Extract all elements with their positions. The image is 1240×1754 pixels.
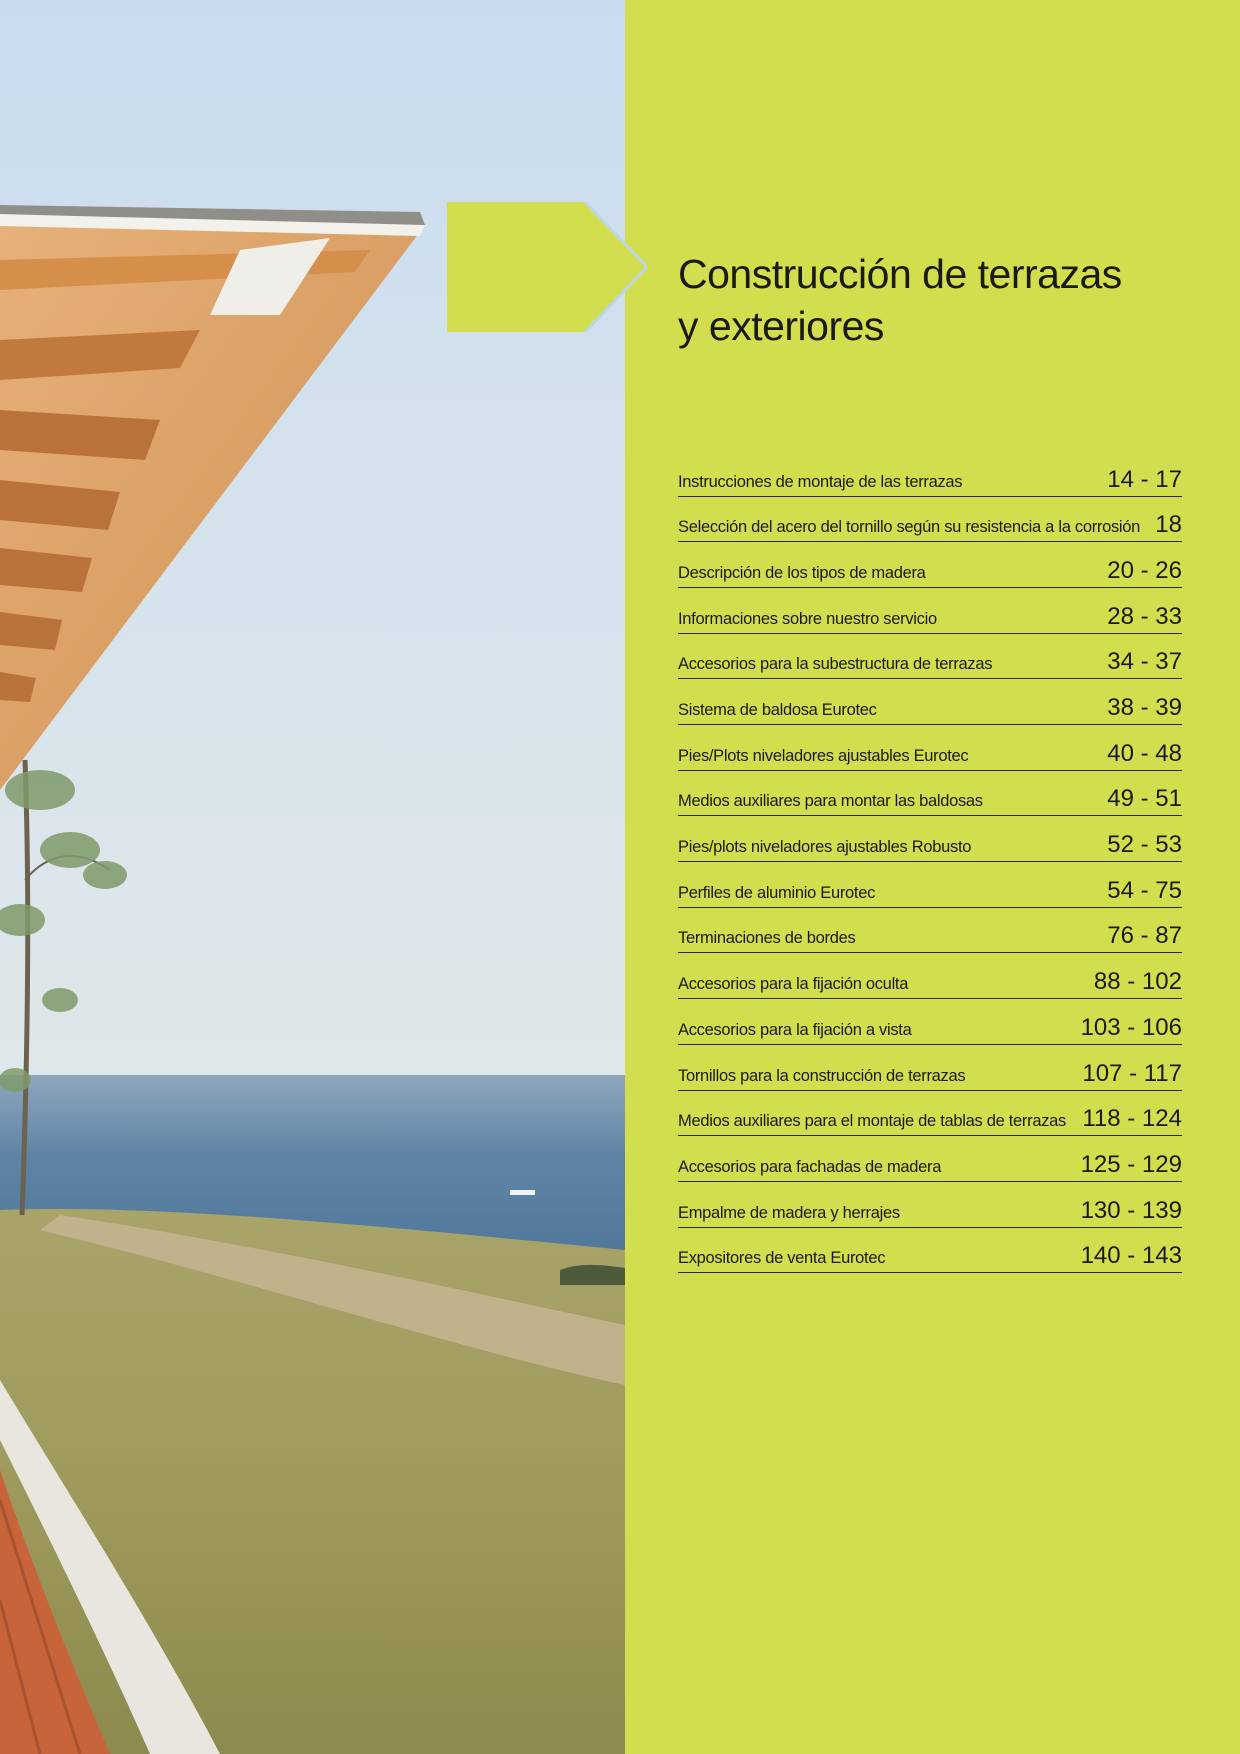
toc-entry[interactable] xyxy=(678,1046,1182,1091)
toc-entry-label: Accesorios para la fijación a vista xyxy=(678,1020,912,1039)
toc-entry-pages: 125 - 129 xyxy=(1080,1150,1182,1178)
toc-entry[interactable] xyxy=(678,452,1182,497)
toc-entry-pages: 52 - 53 xyxy=(1107,831,1182,859)
toc-entry[interactable] xyxy=(678,909,1182,954)
toc-entry-label: Pies/Plots niveladores ajustables Eurotec xyxy=(678,746,969,765)
toc-entry-pages: 20 - 26 xyxy=(1107,556,1182,584)
toc-entry[interactable] xyxy=(678,1092,1182,1137)
toc-entry-pages: 88 - 102 xyxy=(1093,968,1182,996)
page-title-line-2: y exteriores xyxy=(678,303,884,349)
toc-entry-pages: 28 - 33 xyxy=(1107,602,1182,630)
toc-entry[interactable] xyxy=(678,1183,1182,1228)
toc-entry-pages: 18 xyxy=(1155,511,1182,539)
toc-entry-pages: 130 - 139 xyxy=(1080,1196,1182,1224)
toc-entry-pages: 38 - 39 xyxy=(1107,694,1182,722)
toc-entry[interactable] xyxy=(678,955,1182,1000)
toc-entry[interactable] xyxy=(678,863,1182,908)
toc-entry[interactable] xyxy=(678,726,1182,771)
page-title-line-1: Construcción de terrazas xyxy=(678,251,1122,297)
toc-entry-pages: 40 - 48 xyxy=(1107,739,1182,767)
chapter-tab-marker xyxy=(447,202,647,332)
toc-entry-pages: 76 - 87 xyxy=(1107,922,1182,950)
toc-entry[interactable] xyxy=(678,498,1182,543)
toc-entry-label: Terminaciones de bordes xyxy=(678,929,856,948)
toc-entry[interactable] xyxy=(678,1229,1182,1274)
toc-entry[interactable] xyxy=(678,635,1182,680)
toc-entry-label: Descripción de los tipos de madera xyxy=(678,563,926,582)
toc-entry[interactable] xyxy=(678,818,1182,863)
toc-entry-pages: 34 - 37 xyxy=(1107,648,1182,676)
toc-entry-label: Tornillos para la construcción de terrazas xyxy=(678,1066,966,1085)
table-of-contents xyxy=(678,452,1182,1274)
toc-entry-label: Pies/plots niveladores ajustables Robusto xyxy=(678,838,972,857)
toc-entry-pages: 14 - 17 xyxy=(1107,465,1182,493)
toc-entry-label: Sistema de baldosa Eurotec xyxy=(678,701,877,720)
toc-entry-label: Selección del acero del tornillo según su resistencia a la corrosión xyxy=(678,518,1141,537)
toc-entry-label: Accesorios para la subestructura de terrazas xyxy=(678,655,993,674)
toc-entry[interactable] xyxy=(678,1000,1182,1045)
toc-entry-label: Empalme de madera y herrajes xyxy=(678,1203,900,1222)
toc-entry-pages: 118 - 124 xyxy=(1082,1105,1182,1133)
toc-entry[interactable] xyxy=(678,1137,1182,1182)
toc-entry-label: Accesorios para la fijación oculta xyxy=(678,975,909,994)
toc-entry-label: Instrucciones de montaje de las terrazas xyxy=(678,472,963,491)
toc-entry-label: Expositores de venta Eurotec xyxy=(678,1249,886,1268)
page-title xyxy=(678,248,1198,352)
toc-entry-label: Medios auxiliares para montar las baldosas xyxy=(678,792,983,811)
toc-entry[interactable] xyxy=(678,680,1182,725)
toc-entry-label: Accesorios para fachadas de madera xyxy=(678,1157,942,1176)
toc-entry[interactable] xyxy=(678,543,1182,588)
toc-entry[interactable] xyxy=(678,772,1182,817)
toc-entry[interactable] xyxy=(678,589,1182,634)
toc-entry-pages: 49 - 51 xyxy=(1107,785,1182,813)
toc-entry-label: Perfiles de aluminio Eurotec xyxy=(678,883,876,902)
toc-entry-pages: 140 - 143 xyxy=(1080,1242,1182,1270)
toc-entry-pages: 103 - 106 xyxy=(1080,1013,1182,1041)
toc-entry-label: Informaciones sobre nuestro servicio xyxy=(678,609,937,628)
toc-entry-label: Medios auxiliares para el montaje de tablas de terrazas xyxy=(678,1112,1066,1131)
toc-entry-pages: 107 - 117 xyxy=(1082,1059,1182,1087)
toc-entry-pages: 54 - 75 xyxy=(1107,876,1182,904)
